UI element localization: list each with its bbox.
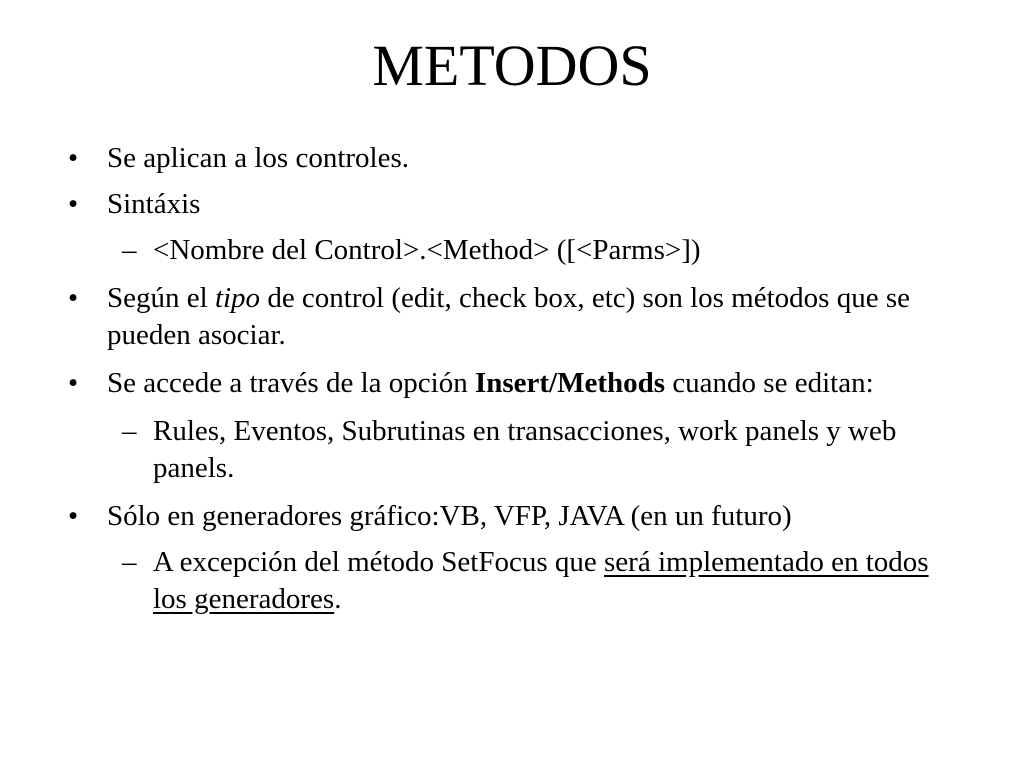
sub-item bbox=[0, 232, 953, 269]
bullet-item bbox=[0, 186, 937, 223]
dash-marker: – bbox=[122, 234, 137, 266]
bullet-marker: • bbox=[68, 500, 79, 532]
sub-item bbox=[0, 413, 953, 487]
text-run: cuando se editan: bbox=[665, 367, 874, 399]
sub-item-text: Rules, Eventos, Subrutinas en transacciones, work panels y web panels. bbox=[153, 415, 897, 484]
bullet-text: Sintáxis bbox=[107, 188, 201, 220]
text-run: de control (edit, check box, etc) son los métodos que se pueden asociar. bbox=[107, 282, 910, 351]
sub-item-text bbox=[153, 546, 929, 615]
slide-content bbox=[0, 140, 1024, 618]
text-run: A excepción del método SetFocus que bbox=[153, 546, 605, 578]
bullet-text: Sólo en generadores gráfico:VB, VFP, JAVA (en un futuro) bbox=[107, 500, 792, 532]
bullet-text: Se aplican a los controles. bbox=[107, 142, 409, 174]
slide-title: METODOS bbox=[372, 33, 652, 98]
dash-marker: – bbox=[122, 415, 137, 447]
bullet-item bbox=[0, 365, 937, 402]
text-run: Según el bbox=[107, 282, 215, 314]
bullet-marker: • bbox=[68, 188, 79, 220]
bullet-marker: • bbox=[68, 282, 79, 314]
bold-text: Insert/Methods bbox=[474, 367, 666, 399]
bullet-text bbox=[107, 282, 910, 351]
sub-item-text: <Nombre del Control>.<Method> ([<Parms>]) bbox=[153, 234, 701, 266]
italic-text: tipo bbox=[214, 282, 261, 314]
text-run: Se accede a través de la opción bbox=[107, 367, 475, 399]
sub-item bbox=[0, 544, 953, 618]
bullet-item bbox=[0, 498, 937, 535]
underlined-text: será implementado en todos los generadores bbox=[153, 546, 929, 615]
bullet-item bbox=[0, 280, 937, 354]
dash-marker: – bbox=[122, 546, 137, 578]
bullet-item bbox=[0, 140, 937, 177]
text-run: . bbox=[334, 583, 342, 615]
bullet-text bbox=[107, 367, 874, 399]
bullet-marker: • bbox=[68, 367, 79, 399]
bullet-marker: • bbox=[68, 142, 79, 174]
